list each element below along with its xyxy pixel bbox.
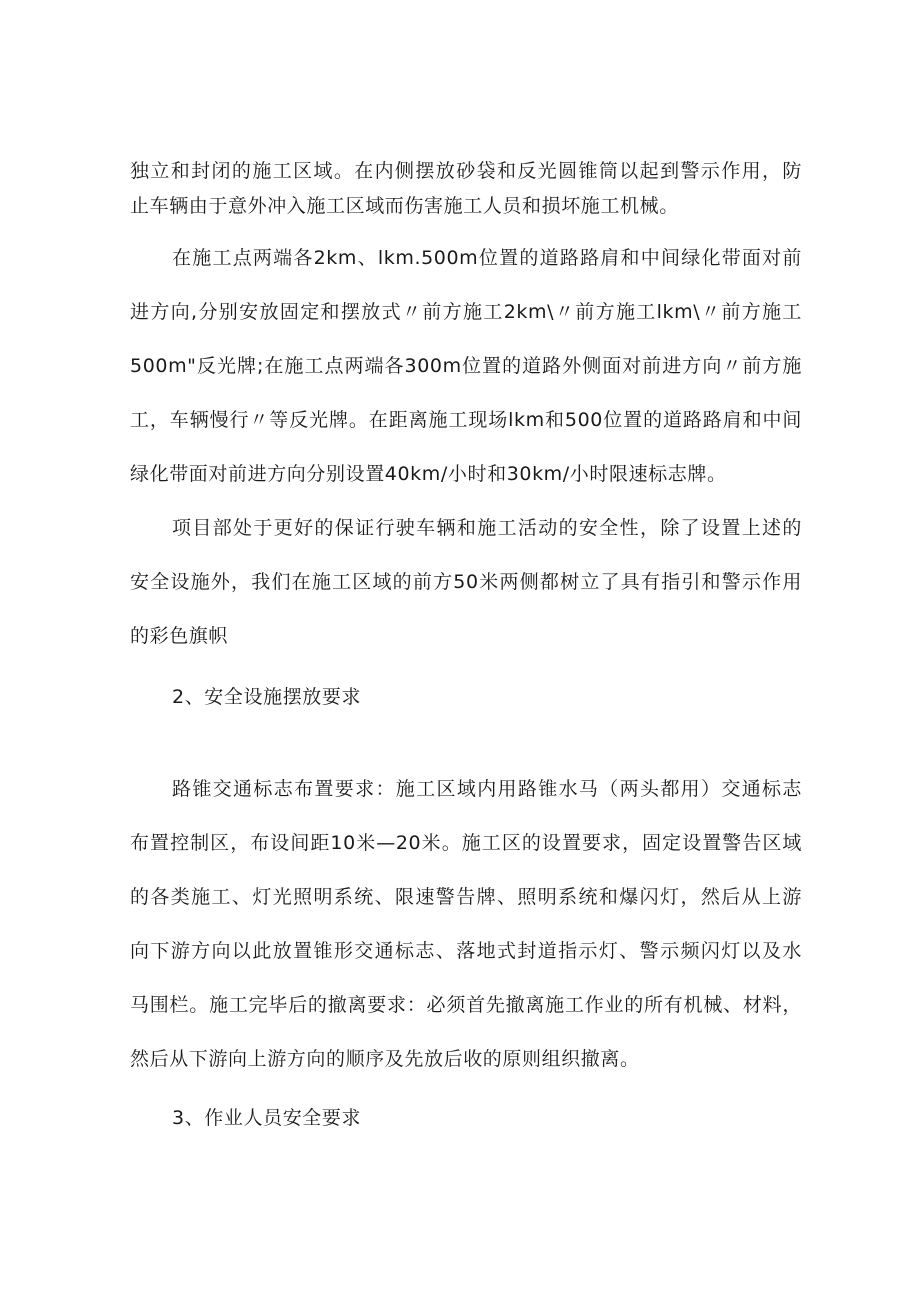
paragraph-3-line-2: 安全设施外，我们在施工区域的前方50米两侧都树立了具有指引和警示作用 bbox=[130, 571, 802, 593]
paragraph-2-line-1: 在施工点两端各2km、lkm.500m位置的道路路肩和中间绿化带面对前 bbox=[172, 247, 802, 269]
paragraph-1-line-2: 止车辆由于意外冲入施工区域而伤害施工人员和损坏施工机械。 bbox=[130, 195, 679, 217]
paragraph-4-line-1: 路锥交通标志布置要求：施工区域内用路锥水马（两头都用）交通标志 bbox=[172, 778, 802, 800]
paragraph-4-line-6: 然后从下游向上游方向的顺序及先放后收的原则组织撤离。 bbox=[130, 1048, 640, 1070]
paragraph-3-line-1: 项目部处于更好的保证行驶车辆和施工活动的安全性，除了设置上述的 bbox=[172, 517, 802, 539]
paragraph-2-line-3: 500m"反光牌;在施工点两端各300m位置的道路外侧面对前进方向〃前方施 bbox=[130, 355, 802, 377]
paragraph-4-line-4: 向下游方向以此放置锥形交通标志、落地式封道指示灯、警示频闪灯以及水 bbox=[130, 940, 802, 962]
section-heading-3: 3、作业人员安全要求 bbox=[172, 1107, 362, 1129]
paragraph-2-line-4: 工，车辆慢行〃等反光牌。在距离施工现场lkm和500位置的道路路肩和中间 bbox=[130, 409, 802, 431]
paragraph-2-line-2: 进方向,分别安放固定和摆放式〃前方施工2km\〃前方施工lkm\〃前方施工 bbox=[130, 301, 802, 323]
paragraph-4-line-2: 布置控制区，布设间距10米—20米。施工区的设置要求，固定设置警告区域 bbox=[130, 832, 802, 854]
paragraph-2-line-5: 绿化带面对前进方向分别设置40km/小时和30km/小时限速标志牌。 bbox=[130, 463, 727, 485]
section-heading-2: 2、安全设施摆放要求 bbox=[172, 686, 362, 708]
paragraph-3-line-3: 的彩色旗帜 bbox=[130, 625, 229, 647]
paragraph-1-line-1: 独立和封闭的施工区域。在内侧摆放砂袋和反光圆锥筒以起到警示作用，防 bbox=[130, 160, 802, 182]
paragraph-4-line-5: 马围栏。施工完毕后的撤离要求：必须首先撤离施工作业的所有机械、材料， bbox=[130, 994, 802, 1016]
paragraph-4-line-3: 的各类施工、灯光照明系统、限速警告牌、照明系统和爆闪灯，然后从上游 bbox=[130, 886, 802, 908]
